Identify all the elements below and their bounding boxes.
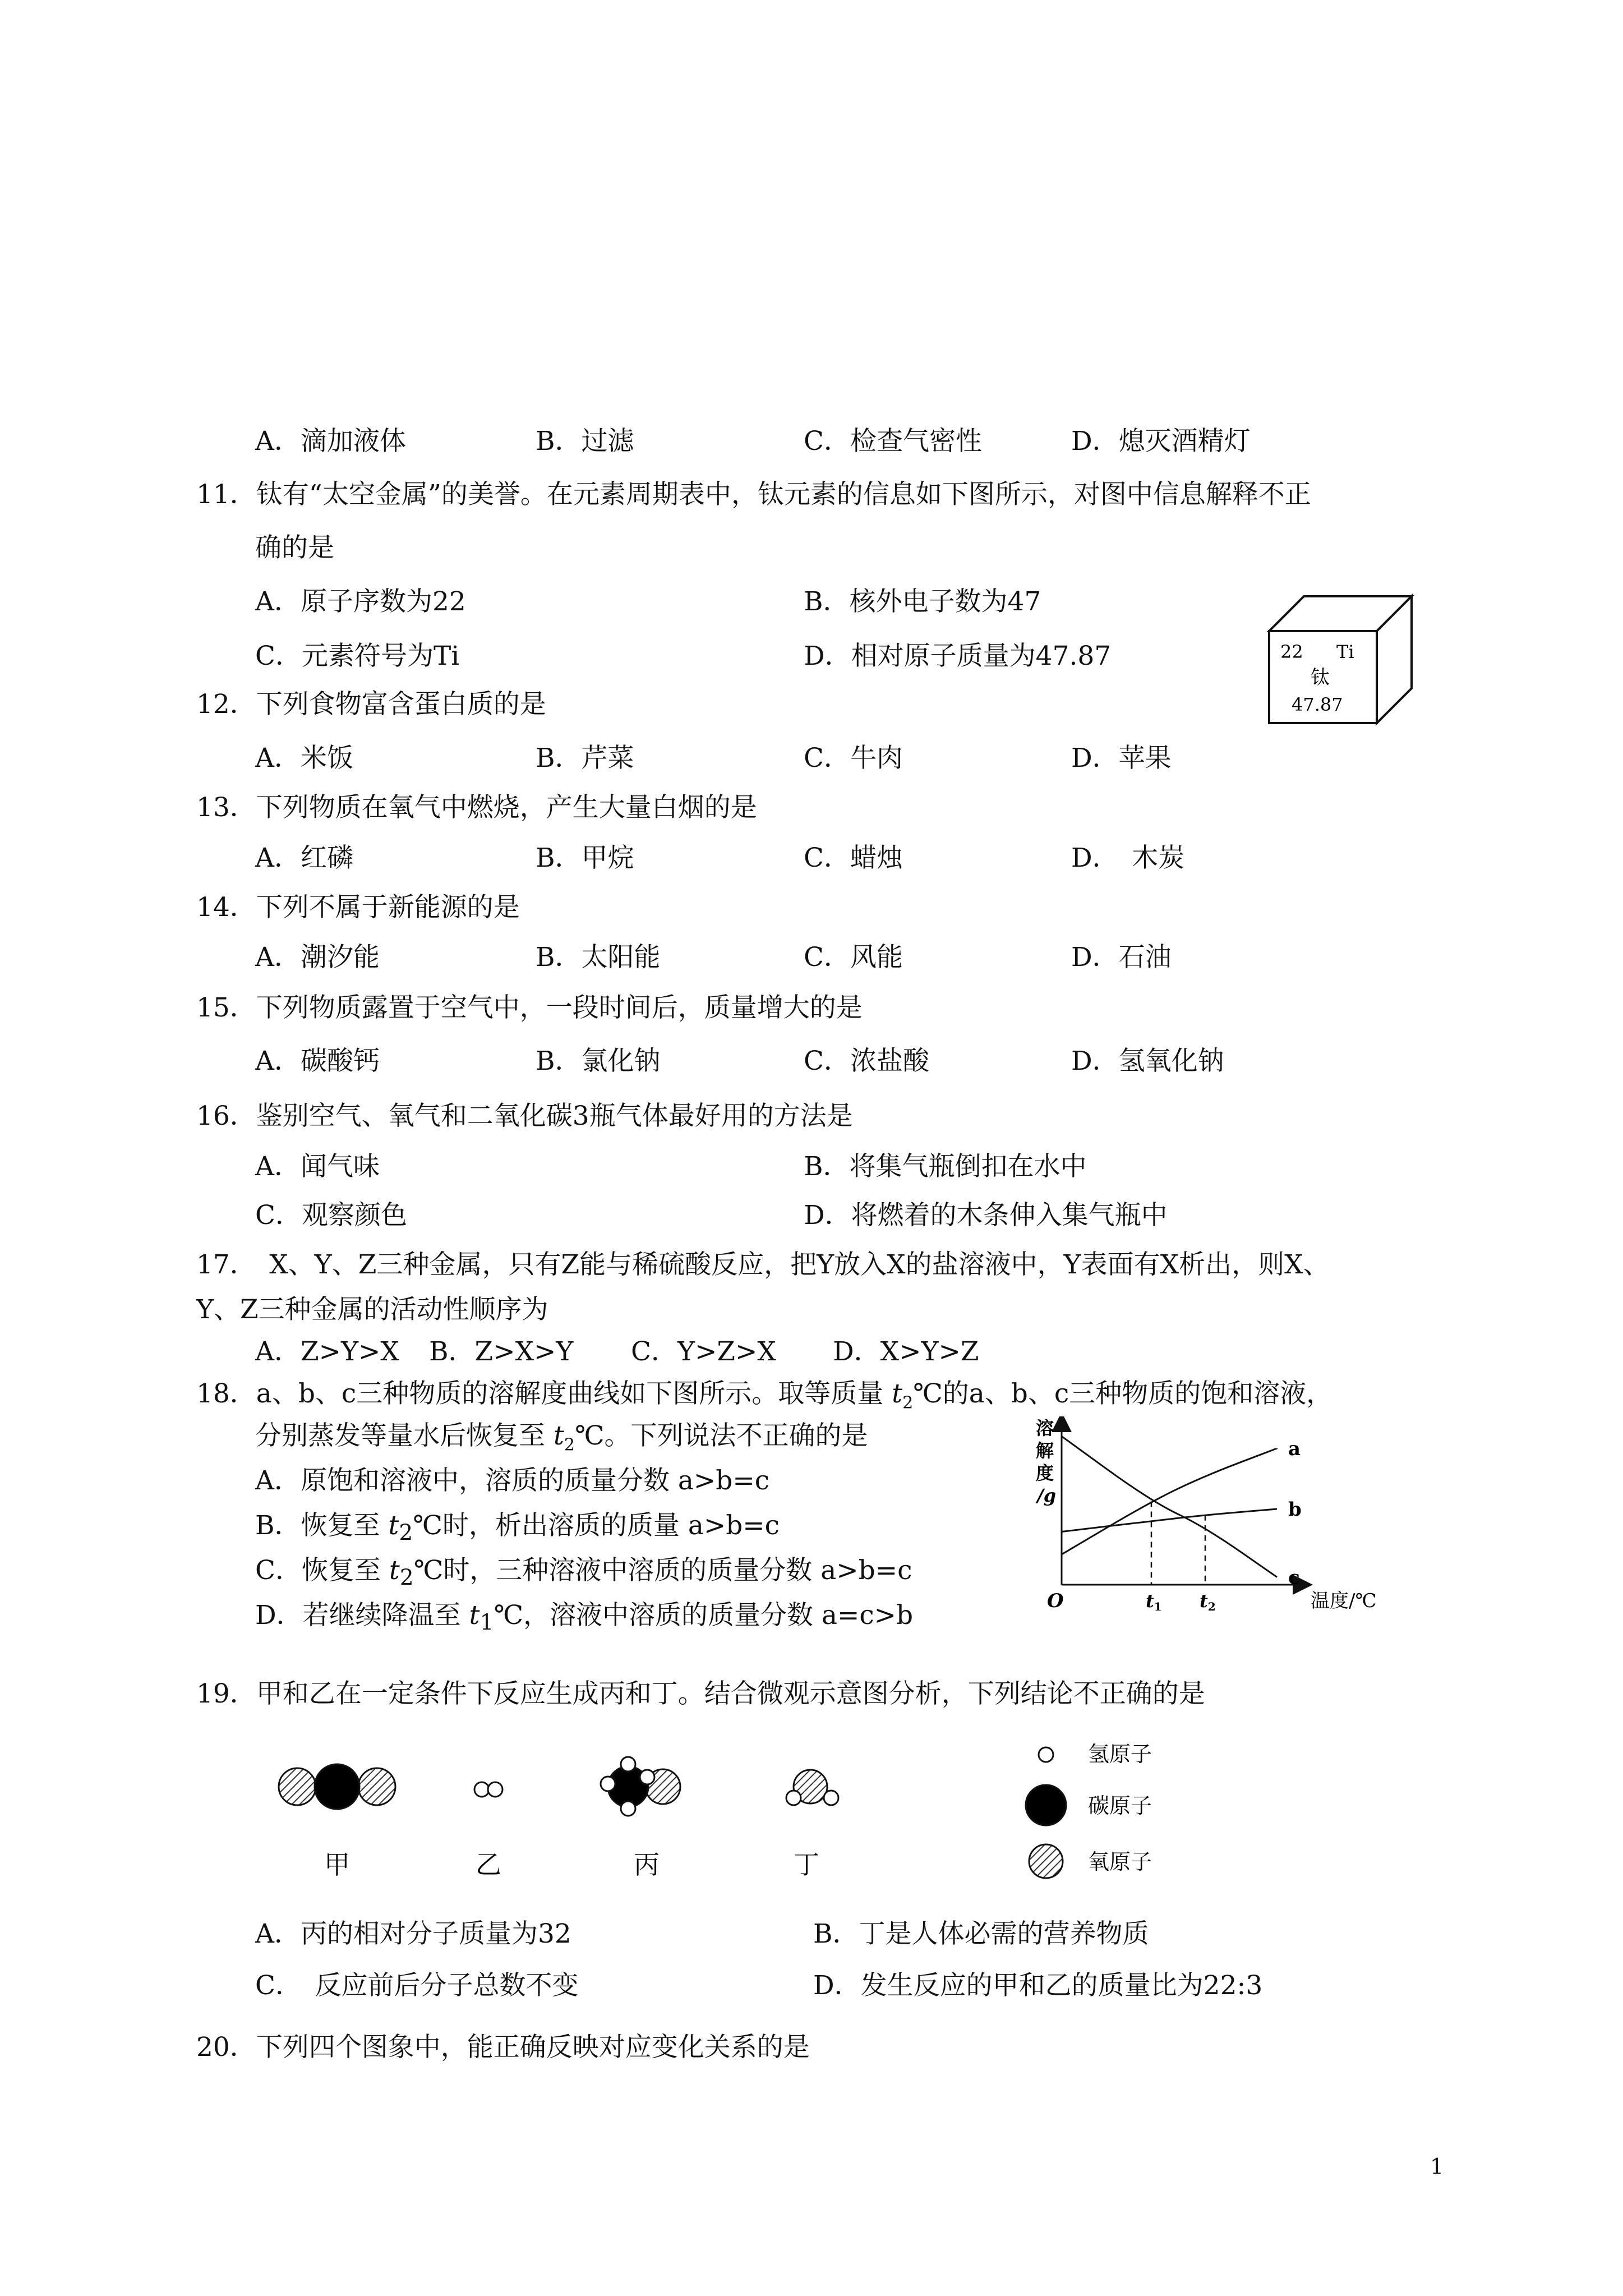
oxygen-atom	[1029, 1844, 1063, 1878]
q18-option-c	[255, 1554, 912, 1595]
q18-option-b-rest: ℃时，析出溶质的质量 a>b=c	[413, 1510, 780, 1541]
x-axis-label: 温度/℃	[1311, 1590, 1377, 1612]
q10-option-a: A．滴加液体	[255, 426, 406, 457]
q13-stem: 13．下列物质在氧气中燃烧，产生大量白烟的是	[196, 792, 757, 823]
q17-option-b: B．Z>X>Y	[429, 1336, 574, 1367]
curve-label-b: b	[1288, 1498, 1302, 1521]
q14-option-a: A．潮汐能	[255, 942, 380, 973]
page-number: 1	[1430, 2154, 1444, 2179]
q16-option-d: D．将燃着的木条伸入集气瓶中	[804, 1200, 1168, 1231]
q11-stem-line1: 11．钛有“太空金属”的美誉。在元素周期表中，钛元素的信息如下图所示，对图中信息解释不正	[196, 479, 1311, 510]
label-ding: 丁	[794, 1849, 819, 1880]
q13-option-b: B．甲烷	[536, 843, 634, 873]
molecule-jia	[279, 1764, 395, 1809]
oxygen-atom	[358, 1768, 395, 1805]
t2-subscript: 2	[399, 1520, 413, 1546]
q16-option-a: A．闻气味	[255, 1151, 380, 1182]
t2-subscript: 2	[564, 1435, 575, 1455]
q15-option-c: C．浓盐酸	[804, 1046, 929, 1076]
legend-hydrogen: 氢原子	[1088, 1742, 1152, 1766]
q12-option-c: C．牛肉	[804, 743, 903, 774]
q16-stem: 16．鉴别空气、氧气和二氧化碳3瓶气体最好用的方法是	[196, 1101, 853, 1131]
molecule-diagram	[275, 1733, 1239, 1896]
q14-option-b: B．太阳能	[536, 942, 661, 973]
hydrogen-atom	[640, 1770, 654, 1784]
q13-option-a: A．红磷	[255, 843, 353, 873]
tick-label-t1: t1	[1146, 1590, 1162, 1613]
q18-option-d	[255, 1599, 913, 1640]
t2-subscript: 2	[902, 1393, 914, 1413]
q12-option-a: A．米饭	[255, 743, 353, 774]
atom-legend	[1026, 1742, 1152, 1878]
q19-option-b: B．丁是人体必需的营养物质	[813, 1918, 1149, 1949]
t1-subscript: 1	[479, 1610, 494, 1636]
q18-stem-line2-text: 分别蒸发等量水后恢复至	[255, 1420, 554, 1451]
y-label-char: /g	[1037, 1485, 1057, 1506]
q14-stem: 14．下列不属于新能源的是	[196, 892, 520, 923]
q18-option-d-text: D．若继续降温至	[255, 1600, 469, 1631]
q18-option-a: A．原饱和溶液中，溶质的质量分数 a>b=c	[255, 1465, 770, 1496]
curve-b	[1062, 1509, 1277, 1532]
q18-stem-line1-text: 18．a、b、c三种物质的溶解度曲线如下图所示。取等质量	[196, 1378, 892, 1409]
hydrogen-atom	[621, 1801, 635, 1816]
q18-stem-line2	[255, 1419, 868, 1453]
q19-option-a: A．丙的相对分子质量为32	[255, 1918, 571, 1949]
q18-option-c-rest: ℃时，三种溶液中溶质的质量分数 a>b=c	[413, 1555, 912, 1586]
hydrogen-atom	[474, 1782, 489, 1797]
q11-option-a: A．原子序数为22	[255, 586, 466, 617]
q11-option-b: B．核外电子数为47	[804, 586, 1041, 617]
q19-option-d: D．发生反应的甲和乙的质量比为22:3	[813, 1970, 1263, 2001]
solubility-chart	[1035, 1416, 1394, 1618]
carbon-atom	[315, 1764, 359, 1809]
q20-stem: 20．下列四个图象中，能正确反映对应变化关系的是	[196, 2032, 810, 2063]
q17-stem-line2: Y、Z三种金属的活动性顺序为	[196, 1294, 548, 1325]
y-label-char: 度	[1036, 1462, 1054, 1484]
label-jia: 甲	[324, 1849, 350, 1880]
q10-option-c: C．检查气密性	[804, 426, 982, 457]
q15-option-b: B．氯化钠	[536, 1046, 661, 1076]
y-label-char: 溶	[1036, 1418, 1054, 1439]
q18-option-b	[255, 1509, 780, 1550]
molecule-ding	[786, 1770, 838, 1805]
q12-stem: 12．下列食物富含蛋白质的是	[196, 689, 546, 720]
q10-option-d: D．熄灭酒精灯	[1071, 426, 1251, 457]
t2-symbol: t	[553, 1420, 564, 1451]
y-label-char: 解	[1036, 1440, 1054, 1461]
q18-option-c-text: C．恢复至	[255, 1555, 389, 1586]
q12-option-d: D．苹果	[1071, 743, 1172, 774]
q17-option-d: D．X>Y>Z	[833, 1336, 979, 1367]
hydrogen-atom	[621, 1757, 635, 1772]
t2-subscript: 2	[399, 1565, 414, 1591]
q11-option-d: D．相对原子质量为47.87	[804, 641, 1112, 671]
q14-option-c: C．风能	[804, 942, 903, 973]
tile-name: 钛	[1311, 666, 1330, 689]
hydrogen-atom	[601, 1777, 615, 1791]
y-axis-label	[1035, 1418, 1056, 1506]
q15-stem: 15．下列物质露置于空气中，一段时间后，质量增大的是	[196, 992, 863, 1023]
q17-stem-line1: 17． X、Y、Z三种金属，只有Z能与稀硫酸反应，把Y放入X的盐溶液中，Y表面有X析出，则X、	[196, 1249, 1330, 1280]
q15-option-d: D．氢氧化钠	[1071, 1046, 1224, 1076]
q18-option-d-rest: ℃，溶液中溶质的质量分数 a=c>b	[494, 1600, 914, 1631]
carbon-atom	[1026, 1785, 1066, 1825]
q18-option-b-text: B．恢复至	[255, 1510, 389, 1541]
hydrogen-atom	[824, 1791, 838, 1805]
q18-stem-line1	[196, 1377, 1332, 1411]
origin-label: O	[1047, 1590, 1064, 1612]
q13-option-c: C．蜡烛	[804, 843, 903, 873]
hydrogen-atom	[1039, 1747, 1053, 1762]
element-tile-figure	[1265, 592, 1416, 726]
molecule-bing	[601, 1757, 680, 1816]
q14-option-d: D．石油	[1071, 942, 1172, 973]
legend-carbon: 碳原子	[1088, 1793, 1152, 1818]
tile-mass: 47.87	[1292, 694, 1343, 715]
q16-option-b: B．将集气瓶倒扣在水中	[804, 1151, 1087, 1182]
legend-oxygen: 氧原子	[1088, 1849, 1152, 1874]
q18-stem-line1-rest: ℃的a、b、c三种物质的饱和溶液，	[913, 1378, 1333, 1409]
q17-option-a: A．Z>Y>X	[255, 1336, 399, 1367]
curve-label-c: c	[1288, 1566, 1300, 1589]
hydrogen-atom	[488, 1782, 502, 1797]
tick-label-t2: t2	[1200, 1590, 1216, 1613]
q11-stem-line2: 确的是	[255, 532, 334, 563]
t2-symbol: t	[389, 1555, 400, 1586]
label-yi: 乙	[476, 1849, 501, 1880]
q11-option-c: C．元素符号为Ti	[255, 641, 460, 671]
tile-atomic-number: 22	[1280, 641, 1303, 662]
molecule-yi	[474, 1782, 502, 1797]
tile-symbol: Ti	[1336, 641, 1354, 662]
q12-option-b: B．芹菜	[536, 743, 634, 774]
q19-option-c: C． 反应前后分子总数不变	[255, 1970, 579, 2001]
label-bing: 丙	[634, 1849, 660, 1880]
curve-a	[1062, 1448, 1277, 1554]
t2-symbol: t	[892, 1378, 903, 1409]
q16-option-c: C．观察颜色	[255, 1200, 407, 1231]
t2-symbol: t	[388, 1510, 399, 1541]
q17-option-c: C．Y>Z>X	[631, 1336, 776, 1367]
q13-option-d: D． 木炭	[1071, 843, 1185, 873]
q15-option-a: A．碳酸钙	[255, 1046, 380, 1076]
q10-option-b: B．过滤	[536, 426, 634, 457]
curve-c	[1062, 1436, 1277, 1577]
t1-symbol: t	[469, 1600, 480, 1631]
oxygen-atom	[279, 1768, 316, 1805]
curve-label-a: a	[1288, 1438, 1301, 1460]
q19-stem: 19．甲和乙在一定条件下反应生成丙和丁。结合微观示意图分析，下列结论不正确的是	[196, 1678, 1205, 1709]
hydrogen-atom	[786, 1791, 801, 1805]
q18-stem-line2-rest: ℃。下列说法不正确的是	[574, 1420, 868, 1451]
